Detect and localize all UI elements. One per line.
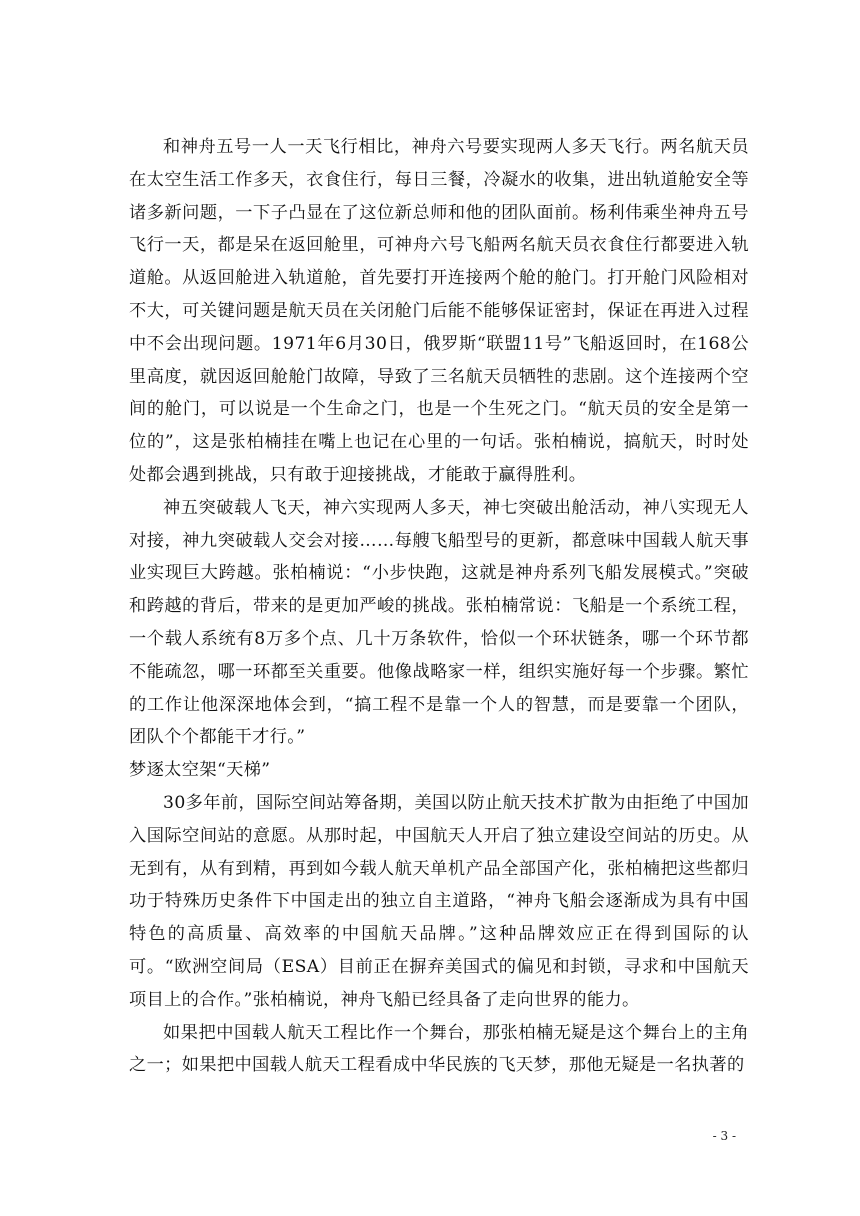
page-number: - 3 - (712, 1129, 736, 1143)
paragraph-shenzhou6: 和神舟五号一人一天飞行相比，神舟六号要实现两人多天飞行。两名航天员在太空生活工作多天，衣食住行，每日三餐，冷凝水的收集，进出轨道舱安全等诸多新问题，一下子凸显在了这位新总师和他的团队面前。杨利伟乘坐神舟五号飞行一天，都是呆在返回舱里，可神舟六号飞船两名航天员衣食住行都要进入轨道舱。从返回舱进入轨道舱，首先要打开连接两个舱的舱门。打开舱门风险相对不大，可关键问题是航天员在关闭舱门后能不能够保证密封，保证在再进入过程中不会出现问题。1971年6月30日，俄罗斯“联盟11号”飞船返回时，在168公里高度，就因返回舱舱门故障，导致了三名航天员牺牲的悲剧。这个连接两个空间的舱门，可以说是一个生命之门，也是一个生死之门。“航天员的安全是第一位的”，这是张柏楠挂在嘴上也记在心里的一句话。张柏楠说，搞航天，时时处处都会遇到挑战，只有敢于迎接挑战，才能敢于赢得胜利。 (129, 137, 749, 485)
paragraph-stage: 如果把中国载人航天工程比作一个舞台，那张柏楠无疑是这个舞台上的主角之一；如果把中国载人航天工程看成中华民族的飞天梦，那他无疑是一名执著的 (129, 1022, 749, 1076)
paragraph-space-station: 30多年前，国际空间站筹备期，美国以防止航天技术扩散为由拒绝了中国加入国际空间站的意愿。从那时起，中国航天人开启了独立建设空间站的历史。从无到有，从有到精，再到如今载人航天单机产品全部国产化，张柏楠把这些都归功于特殊历史条件下中国走出的独立自主道路，“神舟飞船会逐渐成为具有中国特色的高质量、高效率的中国航天品牌。”这种品牌效应正在得到国际的认可。“欧洲空间局（ESA）目前正在摒弃美国式的偏见和封锁，寻求和中国航天项目上的合作。”张柏楠说，神舟飞船已经具备了走向世界的能力。 (129, 792, 749, 1010)
body-text (129, 131, 749, 1082)
paragraph-small-steps: 神五突破载人飞天，神六实现两人多天，神七突破出舱活动，神八实现无人对接，神九突破载人交会对接……每艘飞船型号的更新，都意味中国载人航天事业实现巨大跨越。张柏楠说：“小步快跑，这就是神舟系列飞船发展模式。”突破和跨越的背后，带来的是更加严峻的挑战。张柏楠常说：飞船是一个系统工程，一个载人系统有8万多个点、几十万条软件，恰似一个环状链条，哪一个环节都不能疏忽，哪一环都至关重要。他像战略家一样，组织实施好每一个步骤。繁忙的工作让他深深地体会到，“搞工程不是靠一个人的智慧，而是要靠一个团队，团队个个都能干才行。” (129, 497, 749, 748)
section-heading: 梦逐太空架“天梯” (129, 760, 271, 781)
